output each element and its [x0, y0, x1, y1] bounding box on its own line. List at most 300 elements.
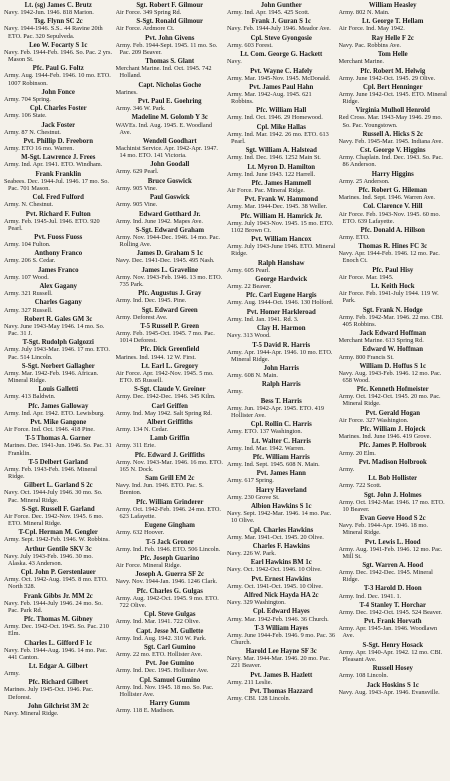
service-record: Army. Ind. Mar. 1942. Warren. — [227, 444, 305, 452]
serviceman-name: T-5 Russell P. Green — [140, 322, 200, 330]
roster-entry — [4, 89, 113, 103]
roster-column-1 — [4, 2, 113, 781]
service-record: Army. Ind. Apr. 1941. ETO. Windham. — [4, 161, 103, 169]
service-record: Army. Ind. June 1943. 122 Harrell. — [227, 170, 316, 178]
roster-entry — [227, 260, 336, 274]
serviceman-name: Thomas R. Hines FC 3c — [358, 243, 428, 251]
roster-entry — [116, 114, 225, 135]
roster-entry — [339, 131, 448, 145]
service-record: Army. July 1943-Mar. 1946. 17 mo. ETO. Pac. 514 Lincoln. — [4, 346, 110, 361]
serviceman-name: Lt. Walter C. Harris — [251, 437, 311, 445]
roster-entry — [227, 503, 336, 524]
service-record: Air Force. Feb. 1941-July 1944. 119 W. Park. — [338, 290, 439, 305]
roster-entry — [116, 346, 225, 360]
roster-entry — [4, 616, 113, 637]
serviceman-name: Pfc. Thomas M. Gibney — [23, 616, 93, 624]
roster-entry — [4, 419, 113, 433]
roster-entry — [4, 363, 113, 384]
serviceman-name: James L. Graveline — [141, 266, 198, 274]
roster-entry — [339, 618, 448, 639]
roster-entry — [116, 211, 225, 225]
serviceman-name: Thomas S. Glant — [145, 58, 195, 66]
roster-entry — [116, 644, 225, 658]
serviceman-name: Pvt. Frank Horvath — [363, 618, 422, 626]
service-record: Marines. Ind. June 1946. 419 Grove. — [338, 433, 432, 441]
service-record: Army. Nov. 1944-Dec. 1946. 14 mo. Pac. Rolling Ave. — [115, 233, 220, 249]
service-record: Army. Ind. Dec. 1945. Pine. — [115, 297, 187, 305]
serviceman-name: John Gunther — [260, 2, 302, 9]
serviceman-name: Pfc. Robert G. Hileman — [358, 187, 428, 195]
roster-entry — [116, 35, 225, 56]
service-record: Army. Deforest Ave. — [115, 313, 168, 321]
service-record: Army. Jun. 1942-Apr. 1945. ETO. 419 Hollister Ave. — [227, 404, 325, 419]
service-record: Navy. Feb. 1944-July 1946. Meador Ave. — [227, 25, 331, 33]
service-record: Army. Aug. 1941-Feb. 1946. 12 mo. Pac. Mill St. — [338, 545, 443, 560]
service-record: Air Force. 349 Spring Rd. — [115, 9, 182, 17]
service-record: Army. 346 W. Park. — [115, 105, 166, 113]
serviceman-name: Robert R. Gales GM 3c — [24, 315, 93, 323]
roster-entry — [116, 660, 225, 674]
service-record: Navy. Dec. 1941-Dec. 1945. 495 Nash. — [115, 257, 215, 265]
roster-entry — [227, 543, 336, 557]
roster-entry — [116, 522, 225, 536]
roster-entry — [116, 323, 225, 344]
serviceman-name: Harry Haverland — [255, 486, 307, 494]
service-record: Army. July 1943-June 1946. ETO. Mineral Ridge. — [227, 243, 336, 258]
roster-entry — [339, 51, 448, 65]
serviceman-name: Lt. Bob Hollister — [368, 475, 418, 483]
service-record: Army. ETO 16 mo. Warren. — [4, 145, 75, 152]
service-record: Army. — [227, 388, 243, 396]
service-record: Army. 704 Spring. — [4, 95, 51, 103]
serviceman-name: T-5 David R. Harris — [252, 341, 311, 349]
serviceman-name: Lt. Keith Hock — [370, 283, 415, 291]
roster-entry — [4, 546, 113, 567]
service-record: Army. 106 State. — [4, 112, 47, 120]
roster-entry — [227, 124, 336, 145]
roster-entry — [227, 292, 336, 306]
serviceman-name: Sgt. Warren A. Hood — [362, 562, 424, 569]
service-record: Navy. Nov. 1944-Jan. 1946. 1246 Clark. — [115, 578, 218, 586]
roster-entry — [227, 365, 336, 379]
roster-entry — [116, 628, 225, 642]
roster-entry — [116, 386, 225, 400]
service-record: Navy. Apr. 1944-Feb. 1946. 12 mo. Pac. Enoch Ct. — [338, 250, 440, 265]
roster-entry — [227, 164, 336, 178]
serviceman-name: Harry Gumm — [149, 700, 190, 708]
service-record: Air Force. Dec. 1942-Nov. 1945. 6 mo. ETO. Mineral Ridge. — [4, 512, 104, 527]
serviceman-name: James D. Graham S 1c — [136, 250, 203, 258]
roster-entry — [116, 98, 225, 112]
roster-entry — [116, 161, 225, 175]
serviceman-name: John Fonce — [41, 88, 75, 96]
roster-entry — [339, 68, 448, 82]
serviceman-name: T-4 Stanley T. Horchar — [359, 601, 427, 609]
serviceman-name: Lt. (sg) James C. Brutz — [24, 2, 92, 9]
serviceman-name: Jack Edward Hoffman — [359, 330, 426, 338]
serviceman-name: Albert Griffiths — [146, 419, 193, 426]
serviceman-name: Cpl. Charles Foster — [29, 105, 87, 113]
service-record: Air Force. Ind. May 1942. — [338, 25, 405, 33]
roster-entry — [227, 107, 336, 121]
roster-entry — [339, 2, 448, 16]
roster-entry — [339, 171, 448, 185]
roster-entry — [116, 419, 225, 433]
serviceman-name: Pvt. Homer Harkleroad — [246, 308, 316, 316]
service-record: Army. Ind. Nov. 1945. 18 mo. So. Pac. Hollister Ave. — [115, 683, 214, 698]
service-record: Army. 311 Erie. — [115, 442, 156, 450]
serviceman-name: Frank Gibbs Jr. MM 2c — [23, 592, 93, 600]
roster-entry — [116, 138, 225, 159]
service-record: Army. 206 S. Cedar. — [4, 257, 56, 265]
service-record: Army. 25 Anderson. — [338, 177, 390, 185]
serviceman-name: Pfc. Robert M. Helwig — [360, 67, 426, 75]
serviceman-name: Cst. George V. Higgins — [359, 147, 426, 155]
serviceman-name: Bess T. Harris — [260, 397, 302, 405]
serviceman-name: Pvt. James Paul Hahn — [249, 83, 314, 91]
service-record: Army. ETO. — [338, 233, 370, 241]
service-record: Army. 632 Hoover. — [115, 529, 165, 537]
service-record: Army. — [4, 670, 20, 678]
service-record: Navy. 226 W. Park. — [227, 550, 276, 557]
serviceman-name: Pvt. Mike Gangone — [30, 419, 87, 426]
service-record: WAVEs. Ind. Aug. 1945. E. Woodland Ave. — [115, 121, 213, 136]
roster-entry — [4, 339, 113, 360]
serviceman-name: Pfc. Paul G. Foltz — [32, 65, 84, 73]
serviceman-name: Charles L. Gifford F 1c — [24, 639, 93, 647]
service-record: Marines. Ind. Sept. 1946. Warren Ave. — [338, 194, 435, 202]
serviceman-name: Pvt. Phillip D. Freeborn — [23, 137, 94, 145]
serviceman-name: Alfred Nick Hayda HA 2c — [243, 592, 319, 600]
serviceman-name: Pfc. Edward J. Griffiths — [134, 451, 205, 459]
serviceman-name: Lt. Earl L. Gregory — [141, 362, 199, 370]
roster-entry — [116, 475, 225, 496]
serviceman-name: Pvt. William Hancox — [251, 236, 312, 244]
service-record: Air Force. Ardmore Ct. — [115, 25, 175, 33]
serviceman-name: Col. Clarence V. Hill — [363, 203, 423, 211]
serviceman-name: Pvt. Joe Gumino — [145, 660, 195, 668]
roster-entry — [339, 243, 448, 264]
roster-entry — [227, 421, 336, 435]
roster-entry — [227, 688, 336, 702]
serviceman-name: Pvt. Wayne C. Hafely — [250, 67, 313, 75]
serviceman-name: Col. Fred Fulford — [32, 194, 84, 202]
roster-entry — [227, 470, 336, 484]
serviceman-name: T-3 Harold D. Hoon — [363, 585, 422, 593]
serviceman-name: T-5 Thomas A. Garner — [25, 435, 92, 443]
roster-entry — [339, 84, 448, 105]
service-record: Army. Mar. 1945-Nov. 1945. McDonald. — [227, 74, 331, 82]
service-record: Air Force. Feb. 1943-Nov. 1945. 60 mo. ETO. 639 Lafayette. — [338, 210, 441, 225]
serviceman-name: Edward Gotthard Jr. — [139, 210, 201, 218]
roster-entry — [339, 665, 448, 679]
roster-entry — [116, 82, 225, 96]
service-record: Army. 211 Leslie. — [227, 678, 273, 686]
serviceman-name: Gilbert L. Garland S 2c — [23, 482, 93, 490]
serviceman-name: Cpl. Steve Gulgas — [143, 611, 196, 619]
service-record: Marines. July 1945-Oct. 1946. Pac. Deforest. — [4, 686, 94, 701]
service-record: Army. 629 Pearl. — [115, 168, 159, 176]
roster-entry — [116, 539, 225, 553]
service-record: Army. Oct. 1941-Oct. 1945. 10 Olive. — [227, 582, 323, 590]
roster-entry — [4, 506, 113, 527]
serviceman-name: Tsg. Flynn SC 2c — [33, 18, 83, 26]
service-record: Army. Ind. Apr. 1945. 425 Scott. — [227, 9, 310, 17]
service-record: Army. Dec. 1942-Dec. 1945. Mineral Ridge. — [338, 569, 433, 584]
service-record: Navy. Ind. Jun. 1946. ETO. Pac. S. Brenton. — [115, 482, 204, 497]
serviceman-name: Pvt. Madison Holbrook — [358, 458, 427, 466]
service-record: Army. Feb. 1943-Feb. 1946. Mineral Ridge. — [4, 465, 97, 481]
serviceman-name: Charles Gagany — [34, 299, 82, 307]
serviceman-name: Pfc. William Harris — [252, 453, 310, 461]
serviceman-name: Clay H. Harmon — [256, 325, 306, 333]
serviceman-name: Pfc. Carl Eugene Hargis — [245, 292, 317, 300]
roster-entry — [227, 18, 336, 32]
serviceman-name: Cpl. John P. Gerstenlauer — [20, 569, 96, 577]
serviceman-name: Pfc. William J. Hojeck — [360, 426, 426, 434]
service-record: Army. 22 mo. ETO. Hollister Ave. — [115, 650, 203, 658]
service-record: Army. Feb. 1944-Sept. 1945. 11 mo. So. Pac. 209 Beaver. — [115, 41, 218, 56]
service-record: Air Force. Mineral Ridge. — [115, 562, 182, 569]
roster-entry — [4, 569, 113, 590]
roster-entry — [4, 234, 113, 248]
service-record: Army. Feb. 1945-Oct. 1945. 7 mo. Pac. 1014 Deforest. — [115, 330, 215, 345]
roster-entry — [227, 438, 336, 452]
serviceman-name: Pvt. Frank W. Hammond — [244, 196, 318, 204]
service-record: Army. Ind. Aug. 1942. 310 W. Park. — [115, 634, 207, 642]
serviceman-name: Pfc. Paul Hisy — [372, 266, 414, 274]
service-record: Army. Nov. 1943-Feb. 1946. 13 mo. ETO. 735 Park. — [115, 273, 223, 288]
roster-entry — [116, 435, 225, 449]
service-record: Navy. Aug. 1943-Feb. 1946. 12 mo. Pac. 658 Wood. — [338, 369, 442, 384]
roster-entry — [116, 58, 225, 79]
service-record: Army. 905 Vine. — [115, 201, 158, 209]
service-record: Army. 104 Fulton. — [4, 241, 51, 249]
serviceman-name: S-Sgt. Norbert Gallagher — [21, 362, 95, 370]
serviceman-name: Pfc. Dick Greenfield — [140, 346, 200, 354]
service-record: Army. June 1944-Feb. 1946. 9 mo. Pac. 36 Church. — [227, 631, 336, 646]
serviceman-name: Anthony Franco — [34, 250, 83, 258]
service-record: Air Force. Pac. Mineral Ridge. — [227, 187, 305, 195]
roster-entry — [4, 386, 113, 400]
service-record: Army. Sept. 1942-Feb. 1946. W. Robbins. — [4, 536, 110, 544]
service-record: Army. Feb. 1945-Jul. 1946. ETO. 920 Pearl. — [4, 217, 100, 232]
service-record: Army. Mar. 1941-Oct. 1945. 20 Olive. — [227, 533, 324, 541]
service-record: Army. Ind. Feb. 1946. ETO. 506 Lincoln. — [115, 545, 221, 553]
service-record: Navy. Aug. 1943-Apr. 1946. Evansville. — [338, 688, 440, 696]
service-record: Army. Aug. 1944-Oct. 1946. 130 Holford. — [227, 299, 334, 307]
serviceman-name: Wendell Goodhart — [142, 137, 197, 145]
service-record: Army. 605 Pearl. — [227, 266, 270, 274]
serviceman-name: Pfc. James Galloway — [28, 402, 89, 410]
roster-entry — [339, 227, 448, 241]
service-record: Navy. Mar. 1944-Mar. 1946. 20 mo. Pac. 221 Beaver. — [227, 655, 331, 670]
serviceman-name: Pvt. Lewis L. Hood — [364, 538, 421, 546]
service-record: Seabees. Dec. 1944-Jul. 1946. 17 mo. So. Pac. 701 Mason. — [4, 177, 109, 192]
roster-entry — [227, 608, 336, 622]
serviceman-name: Frank Franklin — [35, 170, 81, 178]
roster-entry — [227, 625, 336, 646]
roster-entry — [116, 2, 225, 16]
roster-entry — [339, 539, 448, 560]
serviceman-name: Cpl. Rollin C. Harris — [250, 421, 312, 429]
roster-entry — [4, 2, 113, 16]
service-record: Air Force. 327 Washington. — [338, 416, 409, 424]
roster-entry — [339, 492, 448, 513]
serviceman-name: Paul Goswick — [149, 194, 190, 202]
roster-entry — [339, 330, 448, 344]
roster-entry — [116, 588, 225, 609]
service-record: Army. Ind. Oct. 1946. 29 Homewood. — [227, 114, 323, 122]
serviceman-name: Louis Galletti — [38, 386, 79, 394]
serviceman-name: Lt. Edgar A. Gilbert — [28, 662, 88, 670]
serviceman-name: T-3 William Hayes — [254, 624, 309, 632]
roster-entry — [227, 51, 336, 65]
serviceman-name: T-5 Delbert Garland — [28, 458, 88, 466]
roster-entry — [4, 593, 113, 614]
roster-entry — [4, 283, 113, 297]
service-record: Army. 108 Lincoln. — [338, 672, 389, 680]
roster-entry — [227, 342, 336, 363]
roster-entry — [339, 203, 448, 224]
service-record: Army. 321 Russell. — [4, 290, 53, 298]
service-record: Army. Aug. 1944-Feb. 1946. 10 mo. ETO. 1007 Robinson. — [4, 72, 111, 87]
service-record: Army. Dec. 1942-Oct. 1945. So. Pac. 210 Elm. — [4, 623, 109, 638]
roster-entry — [227, 2, 336, 16]
serviceman-name: T-Cpl. Herman M. Gengler — [18, 529, 98, 537]
service-record: Army. Oct. 1942-Mar. 1946. 17 mo. ETO. 10 Beaver. — [338, 498, 445, 513]
roster-entry — [227, 84, 336, 105]
roster-entry — [4, 663, 113, 677]
serviceman-name: Sgt. John J. Holmes — [363, 491, 422, 499]
serviceman-name: Pvt. Gerald Hogan — [365, 409, 421, 417]
service-record: Army. Aug. 1942-Oct. 1945. 9 mo. ETO. 722 Olive. — [115, 594, 219, 609]
roster-entry — [116, 571, 225, 585]
roster-entry — [116, 403, 225, 417]
roster-entry — [339, 442, 448, 456]
service-record: Merchant Marine. — [338, 58, 384, 66]
service-record: Army. 118 E. Madison. — [115, 707, 175, 715]
roster-entry — [116, 363, 225, 384]
roster-entry — [339, 426, 448, 440]
service-record: Army. CBI. 128 Lincoln. — [227, 695, 291, 703]
serviceman-name: Lamb Griffin — [150, 435, 190, 443]
serviceman-name: Eugene Gingham — [144, 522, 195, 530]
service-record: Army. June 1942-Oct. 1945. 29 Olive. — [338, 74, 436, 82]
serviceman-name: Lt. Myron D. Hamilton — [247, 163, 316, 171]
service-record: Army. 134 N. Cedar. — [115, 426, 168, 434]
service-record: Navy. Feb. 1945-Mar. 1945. Indiana Ave. — [338, 137, 443, 145]
service-record: Army. July 1943-Nov. 1945. 15 mo. ETO. 1102 Brown Ct. — [227, 219, 334, 234]
serviceman-name: Pfc. William H. Hamrick Jr. — [240, 212, 323, 220]
serviceman-name: Pvt. Ernest Hawkins — [251, 575, 312, 583]
roster-entry — [227, 672, 336, 686]
roster-entry — [339, 562, 448, 583]
roster-entry — [227, 648, 336, 669]
roster-entry — [116, 194, 225, 208]
serviceman-name: Sgt. Edward Green — [141, 306, 198, 314]
service-record: Army. Ind. Dec. 1946. 1252 Main St. — [227, 154, 321, 162]
roster-entry — [4, 703, 113, 717]
service-record: Army. 800 Francis St. — [338, 353, 394, 361]
serviceman-name: Bruce Goswick — [147, 177, 192, 185]
serviceman-name: John Gilchrist 3M 2c — [27, 702, 89, 710]
serviceman-name: Pfc. Kenneth Hofmeister — [356, 386, 429, 394]
roster-entry — [227, 487, 336, 501]
roster-entry — [4, 435, 113, 456]
service-record: Machinist Service. Apr. 1942-Apr. 1947. 14 mo. ETO. 141 Victoria. — [115, 145, 218, 160]
serviceman-name: Cpl. Bert Henninger — [363, 83, 423, 91]
roster-entry — [4, 459, 113, 480]
serviceman-name: Pvt. Thomas Hazzard — [249, 688, 313, 696]
serviceman-name: Virginia Mulholl Henrold — [355, 107, 430, 115]
serviceman-name: Carl Griffen — [151, 402, 188, 410]
roster-entry — [339, 283, 448, 304]
roster-entry — [4, 65, 113, 86]
serviceman-name: S-Sgt. Henry Hosack — [362, 641, 424, 649]
serviceman-name: Lt. George T. Hellam — [362, 18, 424, 26]
roster-entry — [116, 290, 225, 304]
serviceman-name: M-Sgt. Lawrence J. Frees — [21, 154, 96, 162]
serviceman-name: Frank J. Guran S 1c — [251, 18, 311, 26]
service-record: Navy. Feb. 1944-July 1946. 24 mo. So. Pac. Park Rd. — [4, 599, 103, 614]
service-record: Army. 22 Beaver. — [227, 283, 272, 291]
service-record: Navy. Feb. 1944-Apr. 1946. 18 mo. Mineral Ridge. — [338, 522, 428, 537]
serviceman-name: Pfc. Joseph Guarino — [140, 554, 200, 562]
roster-entry — [4, 211, 113, 232]
serviceman-name: Cpl. Steve Gyongosie — [250, 34, 312, 42]
serviceman-name: Arthur Gentile SKV 3c — [24, 545, 92, 553]
roster-entry — [227, 236, 336, 257]
service-record: Navy. Mineral Ridge. — [4, 709, 59, 717]
service-record: Army. 617 Spring. — [227, 477, 274, 485]
service-record: Army. 413 Baldwin. — [4, 393, 56, 401]
serviceman-name: Ray Helle F 2c — [371, 34, 414, 42]
serviceman-name: Russell Hosey — [372, 665, 413, 673]
roster-entry — [227, 592, 336, 606]
serviceman-name: Pfc. Charles G. Gulgas — [136, 587, 203, 595]
service-record: Army. Mar. 1942-Feb. 1946. African. Mineral Ridge. — [4, 369, 99, 384]
service-record: Red Cross. Mar. 1943-May 1946. 29 mo. So. Pac. Youngstown. — [338, 114, 443, 129]
serviceman-name: Tom Helle — [377, 51, 408, 59]
serviceman-name: Cpl. Mike Hallas — [256, 123, 306, 131]
service-record: Army. 107 Wood. — [4, 273, 49, 281]
roster-entry — [4, 482, 113, 503]
roster-column-4 — [339, 2, 448, 781]
roster-entry — [227, 196, 336, 210]
roster-entry — [4, 403, 113, 417]
serviceman-name: Pfc. Richard Gilbert — [28, 679, 88, 687]
serviceman-name: Sgt. Robert F. Gilmour — [136, 2, 204, 9]
service-record: Army. 603 Forest. — [227, 41, 273, 49]
serviceman-name: Sgt. William A. Halstead — [245, 147, 317, 155]
roster-entry — [4, 105, 113, 119]
service-record: Army. Dec. 1942-Oct. 1945. 524 Beaver. — [338, 608, 442, 616]
serviceman-name: Pfc. James P. Holbrook — [359, 442, 427, 450]
roster-column-2 — [116, 2, 225, 781]
serviceman-name: Pfc. Augustus J. Gray — [138, 290, 202, 298]
service-record: Army. Mar. 1942-Aug. 1945. 621 Robbins. — [227, 90, 312, 106]
serviceman-name: Jack Hoskins S 1c — [366, 681, 419, 689]
serviceman-name: Earl Hawkins BM 1c — [250, 559, 312, 567]
roster-entry — [227, 325, 336, 339]
serviceman-name: Ralph Hanshaw — [257, 259, 305, 267]
serviceman-name: Madeline M. Golomb Y 3c — [131, 114, 208, 122]
roster-entry — [339, 147, 448, 168]
service-record: Army. 230 Grove St. — [227, 493, 280, 501]
service-record: Army. Apr. 1940-Apr. 1942. 12 mo. CBI. Pleasant Ave. — [338, 648, 443, 663]
roster-entry — [227, 309, 336, 323]
